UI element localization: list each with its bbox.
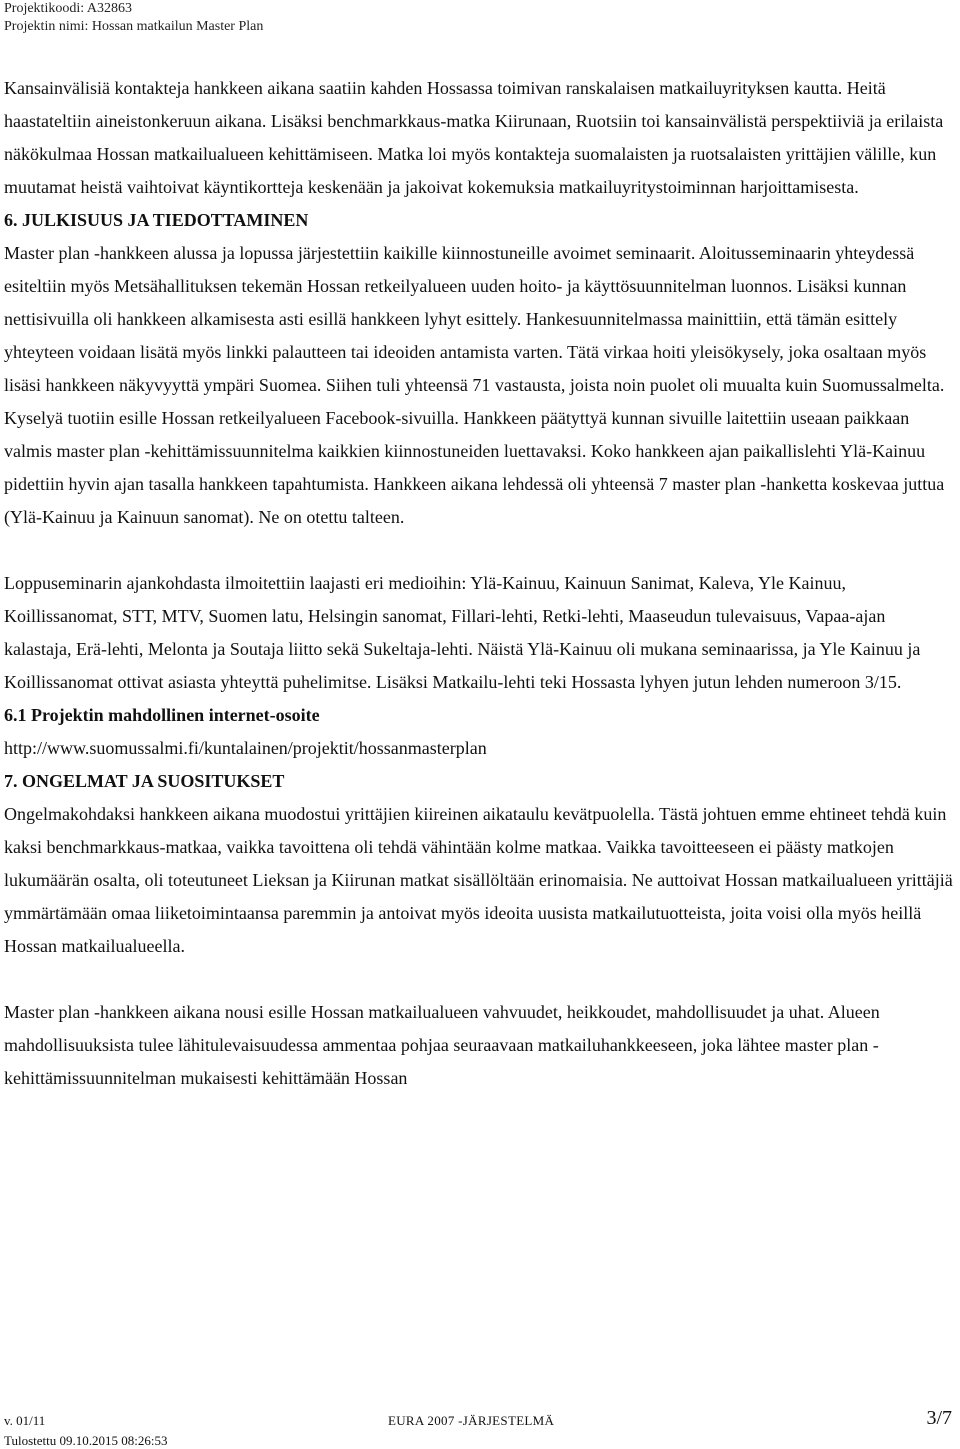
- section-heading-problems: 7. ONGELMAT JA SUOSITUKSET: [4, 771, 285, 791]
- paragraph-international-contacts: Kansainvälisiä kontakteja hankkeen aikana saatiin kahden Hossassa toimivan ranskalaisen matkailuyrityksen kautta. Heitä haastateltiin aineistonkeruun aikana. Lisäksi benchmarkkaus-matka Kiirunaan, Ruotsiin toi kansainvälistä perspektiiviä ja erilaista näkökulmaa Hossan matkailualueen kehittämiseen. Matka loi myös kontakteja suomalaisten ja ruotsalaisten yrittäjien välille, kun muutamat heistä vaihtoivat käyntikortteja keskenään ja jakoivat kokemuksia matkailuyritystoiminnan harjoittamisesta.: [4, 78, 944, 197]
- page-number: 3/7: [926, 1407, 952, 1429]
- page-footer: [4, 1407, 956, 1449]
- paragraph-problems: Ongelmakohdaksi hankkeen aikana muodostui yrittäjien kiireinen aikataulu kevätpuolella. Tästä johtuen emme ehtineet tehdä kuin kaksi benchmarkkaus-matkaa, vaikka tavoittena oli tehdä vähintään kolme matkaa. Vaikka tavoitteeseen ei päästy matkojen lukumäärän osalta, oli toteutuneet Lieksan ja Kiirunan matkat sisällöltään erinomaisia. Ne auttoivat Hossan matkailualueen yrittäjiä ymmärtämään omaa liiketoimintaansa paremmin ja antoivat myös ideoita uusista matkailutuotteista, joita voisi olla myös heillä Hossan matkailualueella.: [4, 804, 953, 956]
- footer-printed-date: Tulostettu 09.10.2015 08:26:53: [4, 1433, 168, 1448]
- footer-version: v. 01/11: [4, 1413, 46, 1428]
- document-body: [4, 72, 956, 1095]
- project-code: Projektikoodi: A32863: [4, 1, 132, 16]
- paragraph-swot: Master plan -hankkeen aikana nousi esille Hossan matkailualueen vahvuudet, heikkoudet, mahdollisuudet ja uhat. Alueen mahdollisuuksista tulee lähitulevaisuudessa ammentaa pohjaa seuraavaan matkailuhankkeeseen, joka lähtee master plan -kehittämissuunnitelman mukaisesti kehittämään Hossan: [4, 1002, 880, 1088]
- project-url-link[interactable]: http://www.suomussalmi.fi/kuntalainen/projektit/hossanmasterplan: [4, 738, 487, 758]
- section-heading-publicity: 6. JULKISUUS JA TIEDOTTAMINEN: [4, 210, 309, 230]
- section-heading-internet-address: 6.1 Projektin mahdollinen internet-osoite: [4, 705, 320, 725]
- paragraph-media: Loppuseminarin ajankohdasta ilmoitettiin laajasti eri medioihin: Ylä-Kainuu, Kainuun Sanimat, Kaleva, Yle Kainuu, Koillissanomat, STT, MTV, Suomen latu, Helsingin sanomat, Fillari-lehti, Retki-lehti, Maaseudun tulevaisuus, Vapaa-ajan kalastaja, Erä-lehti, Melonta ja Soutaja liitto sekä Sukeltaja-lehti. Näistä Ylä-Kainuu oli mukana seminaarissa, ja Yle Kainuu ja Koillissanomat ottivat asiasta yhteyttä puhelimitse. Lisäksi Matkailu-lehti teki Hossasta lyhyen jutun lehden numeroon 3/15.: [4, 573, 921, 692]
- footer-system-name: EURA 2007 -JÄRJESTELMÄ: [388, 1413, 555, 1428]
- page-header: [4, 0, 263, 36]
- project-name: Projektin nimi: Hossan matkailun Master Plan: [4, 19, 264, 34]
- paragraph-publicity: Master plan -hankkeen alussa ja lopussa järjestettiin kaikille kiinnostuneille avoimet seminaarit. Aloitusseminaarin yhteydessä esiteltiin myös Metsähallituksen tekemän Hossan retkeilyalueen uuden hoito- ja käyttösuunnitelman luonnos. Lisäksi kunnan nettisivuilla oli hankkeen alkamisesta asti esillä hankkeen lyhyt esittely. Hankesuunnitelmassa mainittiin, että tämän esittely yhteyteen voidaan lisätä myös linkki palautteen tai ideoiden antamista varten. Tätä virkaa hoiti yleisökysely, joka osaltaan myös lisäsi hankkeen näkyvyyttä ympäri Suomea. Siihen tuli yhteensä 71 vastausta, joista noin puolet oli muualta kuin Suomussalmelta. Kyselyä tuotiin esille Hossan retkeilyalueen Facebook-sivuilla. Hankkeen päätyttyä kunnan sivuille laitettiin useaan paikkaan valmis master plan -kehittämissuunnitelma kaikkien kiinnostuneiden luettavaksi. Koko hankkeen ajan paikallislehti Ylä-Kainuu pidettiin hyvin ajan tasalla hankkeen tapahtumista. Hankkeen aikana lehdessä oli yhteensä 7 master plan -hanketta koskevaa juttua (Ylä-Kainuu ja Kainuun sanomat). Ne on otettu talteen.: [4, 243, 945, 527]
